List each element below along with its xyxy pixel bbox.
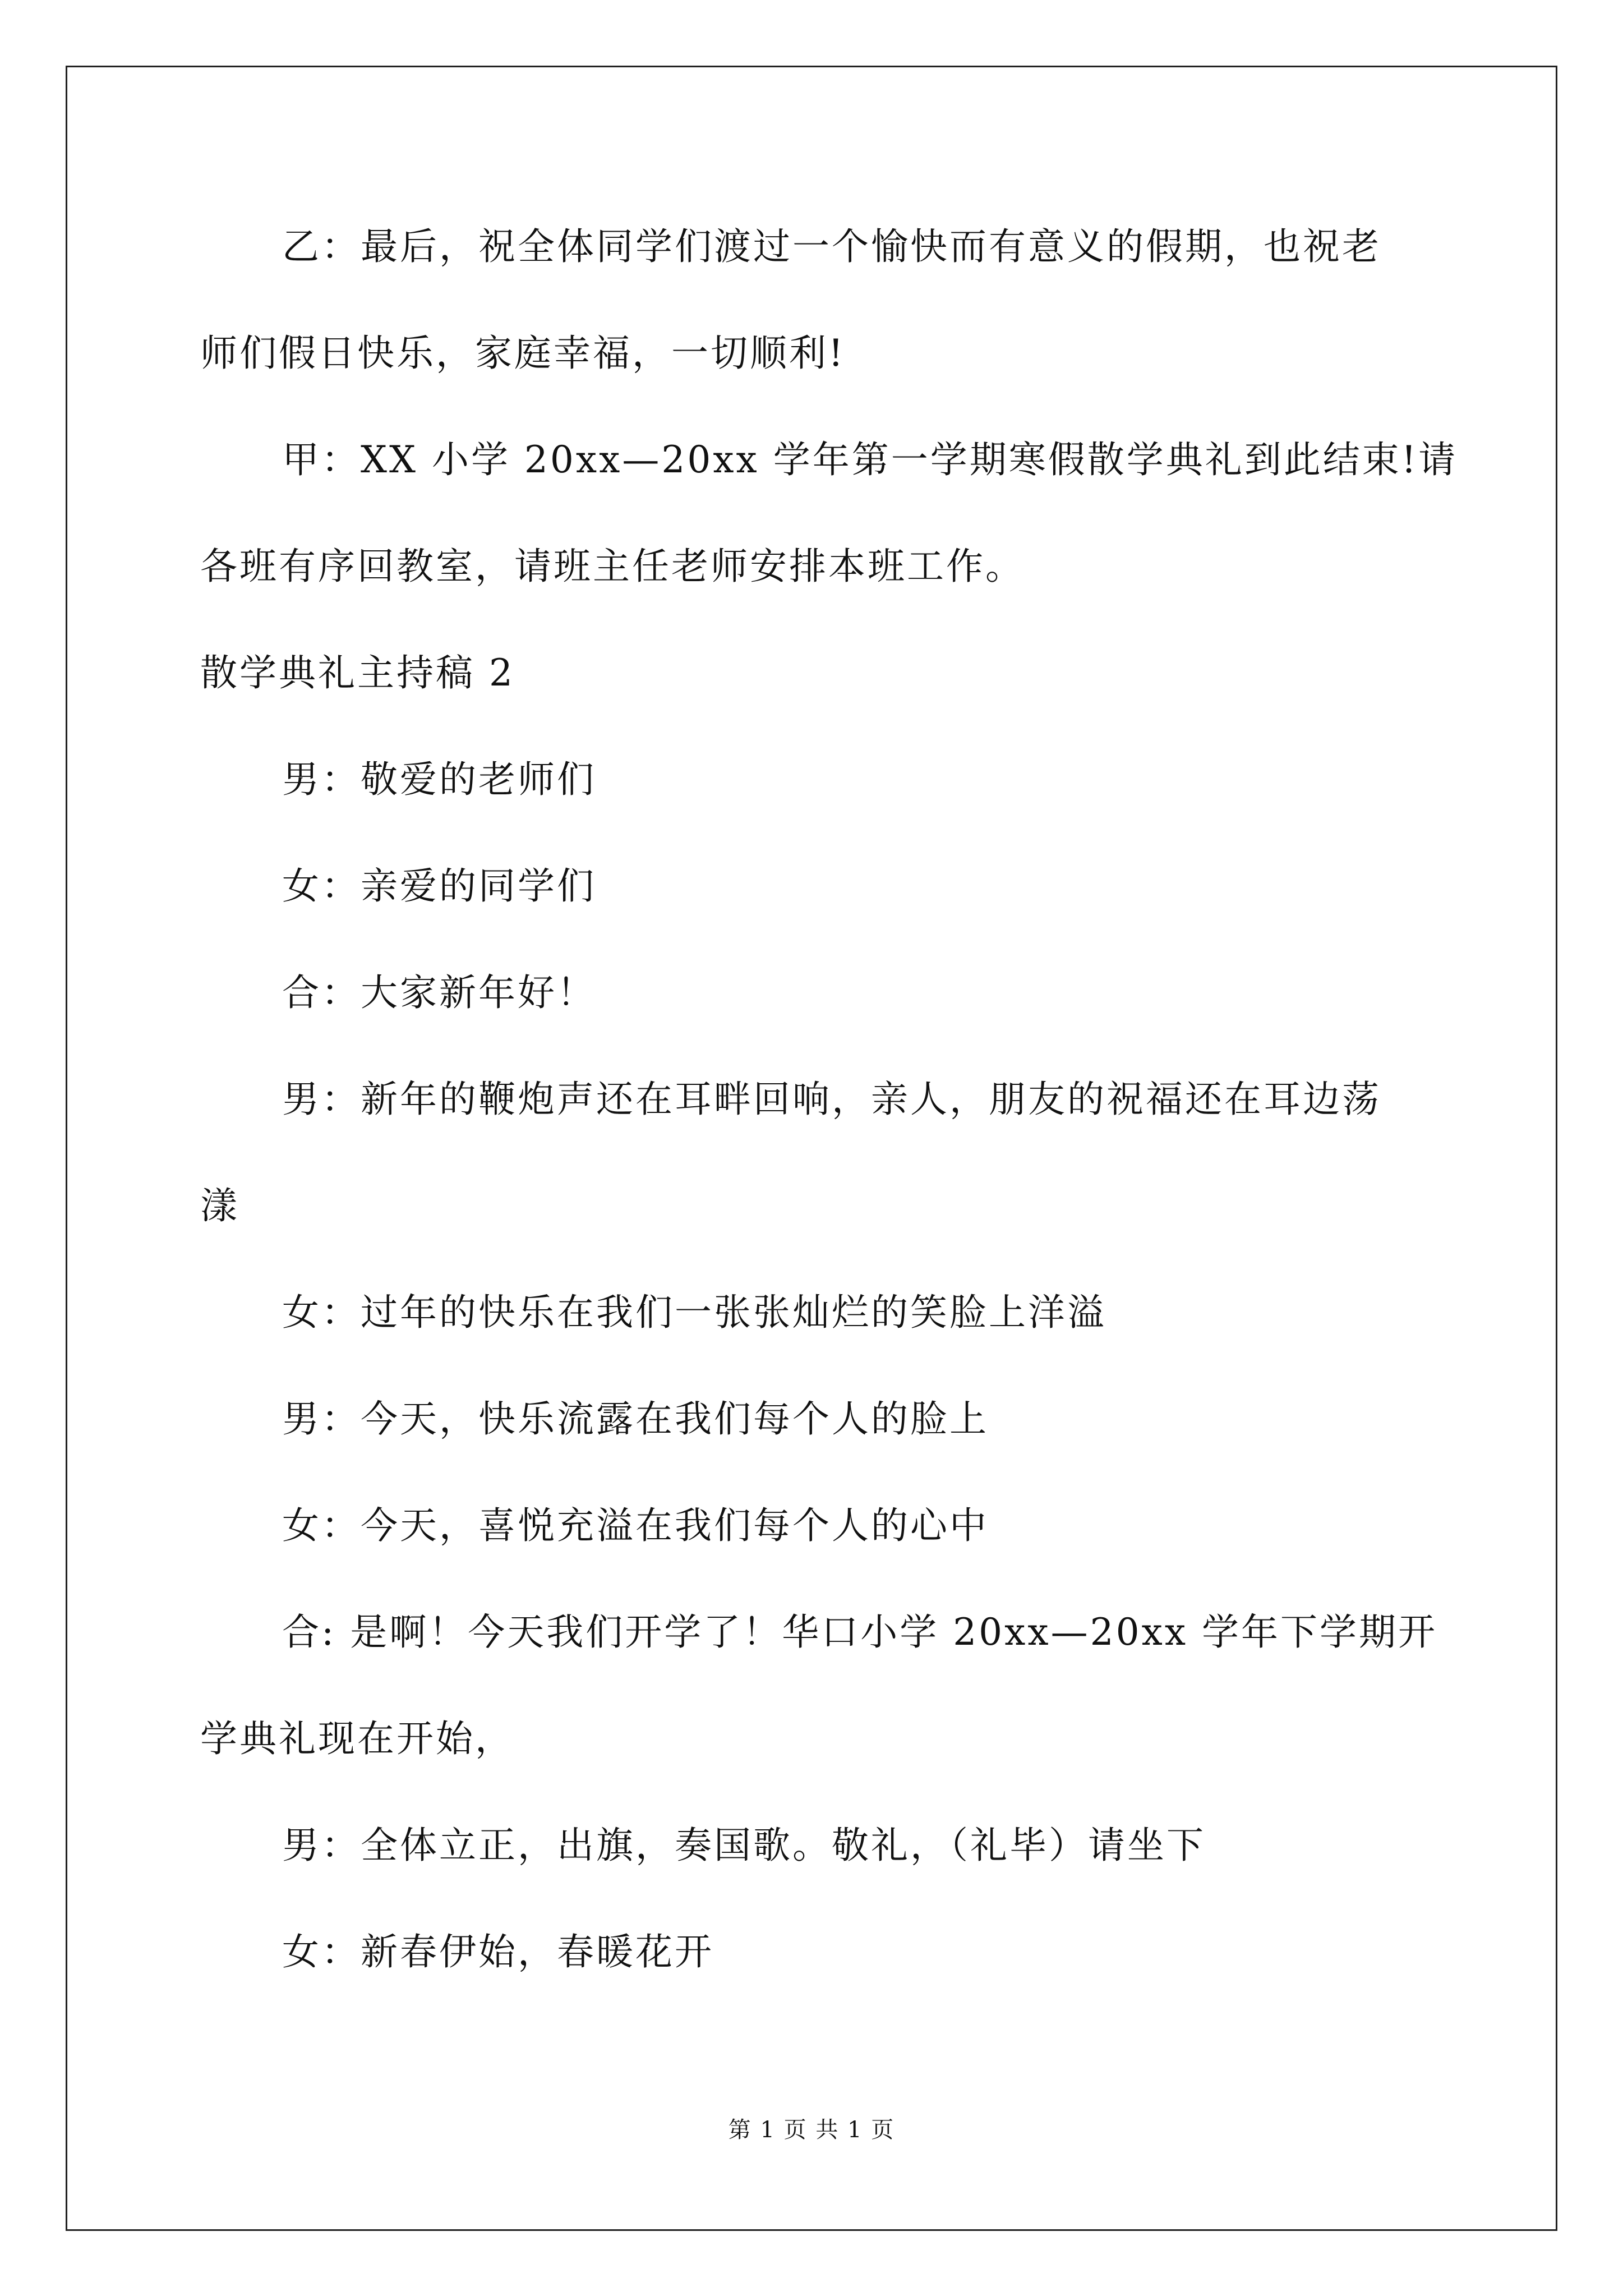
paragraph-line: 合：大家新年好！ xyxy=(282,971,596,1014)
paragraph-line: 合: 是啊！今天我们开学了！华口小学 20xx—20xx 学年下学期开 xyxy=(282,1611,1438,1654)
section-heading: 散学典礼主持稿 2 xyxy=(200,651,515,694)
paragraph-line: 男：全体立正，出旗，奏国歌。敬礼，（礼毕）请坐下 xyxy=(282,1824,1206,1867)
paragraph-line: 女：今天，喜悦充溢在我们每个人的心中 xyxy=(282,1504,989,1547)
page-border xyxy=(66,66,1557,2231)
paragraph-line: 女：新春伊始，春暖花开 xyxy=(282,1930,714,1973)
paragraph-line: 漾 xyxy=(200,1184,239,1227)
paragraph-line: 甲：XX 小学 20xx—20xx 学年第一学期寒假散学典礼到此结束!请 xyxy=(282,438,1458,481)
page-number-footer: 第 1 页 共 1 页 xyxy=(728,2117,895,2143)
paragraph-line: 男：敬爱的老师们 xyxy=(282,758,596,801)
paragraph-line: 学典礼现在开始， xyxy=(200,1717,514,1760)
paragraph-line: 男：今天，快乐流露在我们每个人的脸上 xyxy=(282,1397,989,1441)
paragraph-line: 师们假日快乐，家庭幸福，一切顺利! xyxy=(200,332,846,375)
paragraph-line: 女：亲爱的同学们 xyxy=(282,864,596,908)
paragraph-line: 乙：最后，祝全体同学们渡过一个愉快而有意义的假期，也祝老 xyxy=(282,225,1381,268)
paragraph-line: 各班有序回教室，请班主任老师安排本班工作。 xyxy=(200,545,1025,588)
paragraph-line: 女：过年的快乐在我们一张张灿烂的笑脸上洋溢 xyxy=(282,1291,1106,1334)
paragraph-line: 男：新年的鞭炮声还在耳畔回响，亲人，朋友的祝福还在耳边荡 xyxy=(282,1078,1381,1121)
